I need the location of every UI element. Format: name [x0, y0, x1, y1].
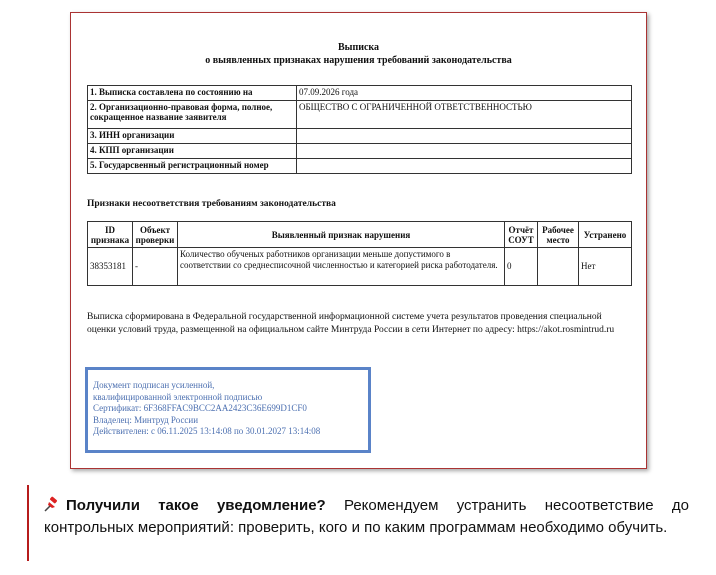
callout-text: Рекомендуем устранить несоответствие до контрольных мероприятий: проверить, кого и по каким программам необходимо обучить. — [44, 497, 689, 536]
signature-line: квалифицированной электронной подписью — [93, 391, 263, 402]
violations-table — [87, 221, 632, 286]
signature-certificate: Сертификат: 6F368FFAC9BCC2AA2423C36E699D1CF0 — [93, 403, 307, 413]
document-page — [70, 12, 647, 469]
table-row — [88, 159, 632, 174]
table-cell: - — [133, 248, 178, 286]
column-header: ID признака — [88, 222, 133, 248]
column-header: Устранено — [579, 222, 632, 248]
document-subtitle: о выявленных признаках нарушения требований законодательства — [205, 55, 512, 66]
callout-paragraph — [44, 495, 689, 539]
table-header-row — [88, 222, 632, 248]
info-label: 1. Выписка составлена по состоянию на — [88, 86, 297, 101]
info-label: 2. Организационно-правовая форма, полное, сокращенное название заявителя — [88, 101, 297, 129]
table-row — [88, 248, 632, 286]
info-label: 4. КПП организации — [88, 144, 297, 159]
info-value — [297, 129, 632, 144]
table-row — [88, 101, 632, 129]
info-table — [87, 85, 632, 174]
signature-validity: Действителен: с 06.11.2025 13:14:08 по 30.01.2027 13:14:08 — [93, 426, 321, 436]
column-header: Выявленный признак нарушения — [178, 222, 505, 248]
callout-accent-bar — [27, 485, 29, 561]
column-header: Рабочее место — [538, 222, 579, 248]
table-row — [88, 144, 632, 159]
table-cell: 0 — [505, 248, 538, 286]
info-label: 5. Государсвенный регистрационный номер — [88, 159, 297, 174]
info-value — [297, 144, 632, 159]
info-value — [297, 159, 632, 174]
table-cell — [538, 248, 579, 286]
table-cell: 38353181 — [88, 248, 133, 286]
info-label: 3. ИНН организации — [88, 129, 297, 144]
document-note: Выписка сформирована в Федеральной государственной информационной системе учета результатов проведения специальной оценки условий труда, размещенной на официальном сайте Минтруда России в сети Интернет по адресу: https://akot.rosmintrud.ru — [87, 312, 615, 335]
table-cell: Нет — [579, 248, 632, 286]
column-header: Отчёт СОУТ — [505, 222, 538, 248]
table-row — [88, 129, 632, 144]
callout-bold: Получили такое уведомление? — [66, 497, 326, 514]
column-header: Объект проверки — [133, 222, 178, 248]
table-cell: Количество обученых работников организации меньше допустимого в соответствии со среднесписочной численностью и категорией риска работодателя. — [178, 248, 505, 286]
document-title: Выписка — [337, 42, 380, 53]
violations-title: Признаки несоответствия требованиям законодательства — [87, 199, 336, 209]
signature-owner: Владелец: Минтруд России — [93, 414, 199, 425]
signature-line: Документ подписан усиленной, — [93, 380, 215, 390]
table-row — [88, 86, 632, 101]
signature-stamp — [85, 367, 371, 453]
info-value: ОБЩЕСТВО С ОГРАНИЧЕННОЙ ОТВЕТСТВЕННОСТЬЮ — [297, 101, 632, 129]
pushpin-icon — [44, 496, 60, 512]
info-value: 07.09.2026 года — [297, 86, 632, 101]
